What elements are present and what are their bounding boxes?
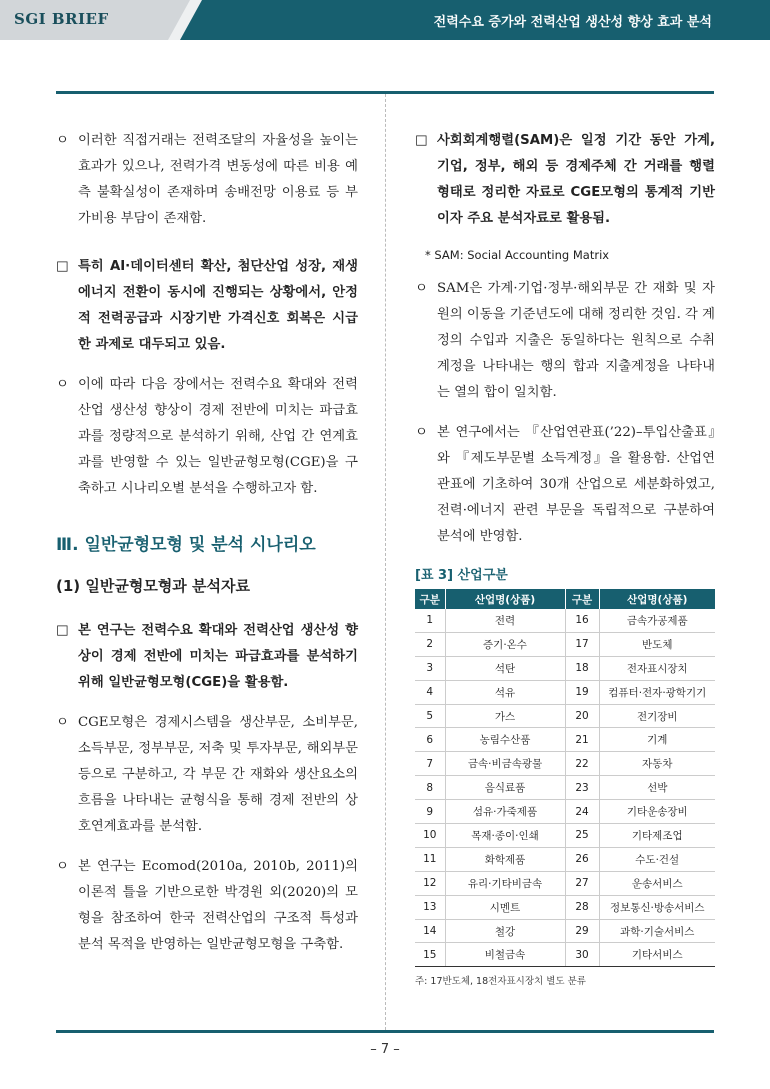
table-cell: 7 <box>415 752 445 776</box>
table-cell: 20 <box>565 704 599 728</box>
header-cell: 산업명(상품) <box>445 589 565 609</box>
table-cell: 23 <box>565 776 599 800</box>
table-cell: 음식료품 <box>445 776 565 800</box>
table-cell: 21 <box>565 728 599 752</box>
paragraph-text: 본 연구는 Ecomod(2010a, 2010b, 2011)의 이론적 틀을 기반으로한 박경원 외(2020)의 모형을 참조하여 한국 전력산업의 구조적 특성과 분석 목적을 반영하는 일반균형모형을 구축함. <box>78 859 358 952</box>
circle-marker: ㅇ <box>56 133 69 148</box>
table-row <box>415 752 715 776</box>
section-heading: Ⅲ. 일반균형모형 및 분석 시나리오 <box>56 535 316 555</box>
table-cell: 4 <box>415 680 445 704</box>
table-row <box>415 704 715 728</box>
table-row <box>415 728 715 752</box>
table-cell: 선박 <box>599 776 715 800</box>
table-cell: 기계 <box>599 728 715 752</box>
table-cell: 14 <box>415 919 445 943</box>
paragraph <box>56 618 358 696</box>
table-cell: 29 <box>565 919 599 943</box>
table-row <box>415 919 715 943</box>
paragraph <box>56 710 358 840</box>
table-cell: 정보통신·방송서비스 <box>599 895 715 919</box>
table-cell: 6 <box>415 728 445 752</box>
paragraph <box>56 254 358 358</box>
table-cell: 석탄 <box>445 656 565 680</box>
header-title: 전력수요 증가와 전력산업 생산성 향상 효과 분석 <box>433 15 712 30</box>
industry-table <box>415 589 715 967</box>
box-marker: □ <box>415 133 428 148</box>
table-cell: 유리·기타비금속 <box>445 871 565 895</box>
table-cell: 금속·비금속광물 <box>445 752 565 776</box>
page-header <box>0 0 770 40</box>
table-cell: 26 <box>565 847 599 871</box>
header-cell: 산업명(상품) <box>599 589 715 609</box>
table-cell: 28 <box>565 895 599 919</box>
table-note: 주: 17반도체, 18전자표시장치 별도 분류 <box>415 976 586 988</box>
table-cell: 12 <box>415 871 445 895</box>
table-cell: 과학·기술서비스 <box>599 919 715 943</box>
table-cell: 10 <box>415 824 445 848</box>
table-cell: 화학제품 <box>445 847 565 871</box>
box-marker: □ <box>56 623 69 638</box>
paragraph-text: 특히 AI·데이터센터 확산, 첨단산업 성장, 재생에너지 전환이 동시에 진행되는 상황에서, 안정적 전력공급과 시장기반 가격신호 회복은 시급한 과제로 대두되고 있음. <box>78 259 358 352</box>
table-cell: 22 <box>565 752 599 776</box>
table-cell: 컴퓨터·전자·광학기기 <box>599 680 715 704</box>
table-row <box>415 680 715 704</box>
paragraph-text: 이러한 직접거래는 전력조달의 자율성을 높이는 효과가 있으나, 전력가격 변동성에 따른 비용 예측 불확실성이 존재하며 송배전망 이용료 등 부가비용 부담이 존재함. <box>78 133 358 226</box>
table-cell: 전력 <box>445 609 565 632</box>
table-cell: 16 <box>565 609 599 632</box>
table-cell: 비철금속 <box>445 943 565 967</box>
table-caption: [표 3] 산업구분 <box>415 568 508 583</box>
table-cell: 기타운송장비 <box>599 800 715 824</box>
circle-marker: ㅇ <box>56 377 69 392</box>
table-cell: 농림수산품 <box>445 728 565 752</box>
bottom-rule <box>56 1030 714 1033</box>
table-cell: 27 <box>565 871 599 895</box>
table-row <box>415 943 715 967</box>
paragraph <box>56 128 358 232</box>
table-cell: 18 <box>565 656 599 680</box>
table-cell: 증기·온수 <box>445 632 565 656</box>
table-cell: 수도·건설 <box>599 847 715 871</box>
table-cell: 목재·종이·인쇄 <box>445 824 565 848</box>
circle-marker: ㅇ <box>56 859 69 874</box>
table-cell: 8 <box>415 776 445 800</box>
header-cell: 구분 <box>415 589 445 609</box>
table-cell: 30 <box>565 943 599 967</box>
table-cell: 가스 <box>445 704 565 728</box>
table-cell: 자동차 <box>599 752 715 776</box>
header-cell: 구분 <box>565 589 599 609</box>
paragraph-text: CGE모형은 경제시스템을 생산부문, 소비부문, 소득부문, 정부부문, 저축 및 투자부문, 해외부문 등으로 구분하고, 각 부문 간 재화와 생산요소의 흐름을 나타내는 균형식을 통해 경제 전반의 상호연계효과를 분석함. <box>78 715 358 834</box>
column-divider <box>385 94 386 1030</box>
table-cell: 철강 <box>445 919 565 943</box>
table-row <box>415 895 715 919</box>
table-cell: 전자표시장치 <box>599 656 715 680</box>
table-cell: 17 <box>565 632 599 656</box>
circle-marker: ㅇ <box>415 281 428 296</box>
table-cell: 석유 <box>445 680 565 704</box>
paragraph <box>415 276 715 406</box>
page-number: – 7 – <box>370 1042 400 1057</box>
table-cell: 15 <box>415 943 445 967</box>
table-row <box>415 609 715 632</box>
table-cell: 25 <box>565 824 599 848</box>
table-cell: 전기장비 <box>599 704 715 728</box>
table-cell: 운송서비스 <box>599 871 715 895</box>
box-marker: □ <box>56 259 69 274</box>
table-cell: 19 <box>565 680 599 704</box>
paragraph-text: SAM은 가계·기업·정부·해외부문 간 재화 및 자원의 이동을 기준년도에 대해 정리한 것임. 각 계정의 수입과 지출은 동일하다는 원칙으로 수취계정을 나타내는 행의 합과 지출계정을 나타내는 열의 합이 일치함. <box>437 281 715 400</box>
circle-marker: ㅇ <box>56 715 69 730</box>
table-header-row <box>415 589 715 609</box>
paragraph-text: 본 연구는 전력수요 확대와 전력산업 생산성 향상이 경제 전반에 미치는 파급효과를 분석하기 위해 일반균형모형(CGE)을 활용함. <box>78 623 358 690</box>
table-row <box>415 800 715 824</box>
table-cell: 9 <box>415 800 445 824</box>
paragraph-text: 사회회계행렬(SAM)은 일정 기간 동안 가계, 기업, 정부, 해외 등 경제주체 간 거래를 행렬 형태로 정리한 자료로 CGE모형의 통계적 기반이자 주요 분석자료로 활용됨. <box>437 133 715 226</box>
table-cell: 1 <box>415 609 445 632</box>
table-body <box>415 609 715 967</box>
paragraph-text: 본 연구에서는 『산업연관표(’22)–투입산출표』와 『제도부문별 소득계정』을 활용함. 산업연관표에 기초하여 30개 산업으로 세분화하였고, 전력·에너지 관련 부문을 독립적으로 구분하여 분석에 반영함. <box>437 425 715 544</box>
table-row <box>415 632 715 656</box>
subsection-heading: (1) 일반균형모형과 분석자료 <box>56 577 250 595</box>
table-cell: 시멘트 <box>445 895 565 919</box>
table-row <box>415 847 715 871</box>
table-cell: 5 <box>415 704 445 728</box>
circle-marker: ㅇ <box>415 425 428 440</box>
table-cell: 반도체 <box>599 632 715 656</box>
left-column <box>56 128 358 972</box>
table-cell: 기타서비스 <box>599 943 715 967</box>
paragraph <box>415 128 715 232</box>
right-column <box>415 128 715 987</box>
table-cell: 3 <box>415 656 445 680</box>
paragraph-text: 이에 따라 다음 장에서는 전력수요 확대와 전력산업 생산성 향상이 경제 전반에 미치는 파급효과를 정량적으로 분석하기 위해, 산업 간 연계효과를 반영할 수 있는 일반균형모형(CGE)을 구축하고 시나리오별 분석을 수행하고자 함. <box>78 377 358 496</box>
footnote: * SAM: Social Accounting Matrix <box>425 248 610 262</box>
table-cell: 13 <box>415 895 445 919</box>
table-cell: 금속가공제품 <box>599 609 715 632</box>
table-row <box>415 824 715 848</box>
table-row <box>415 656 715 680</box>
paragraph <box>56 372 358 502</box>
paragraph <box>415 420 715 550</box>
table-cell: 기타제조업 <box>599 824 715 848</box>
table-cell: 24 <box>565 800 599 824</box>
table-cell: 섬유·가죽제품 <box>445 800 565 824</box>
table-row <box>415 776 715 800</box>
table-cell: 2 <box>415 632 445 656</box>
table-cell: 11 <box>415 847 445 871</box>
table-row <box>415 871 715 895</box>
brand-logo: SGI BRIEF <box>14 10 109 28</box>
paragraph <box>56 854 358 958</box>
